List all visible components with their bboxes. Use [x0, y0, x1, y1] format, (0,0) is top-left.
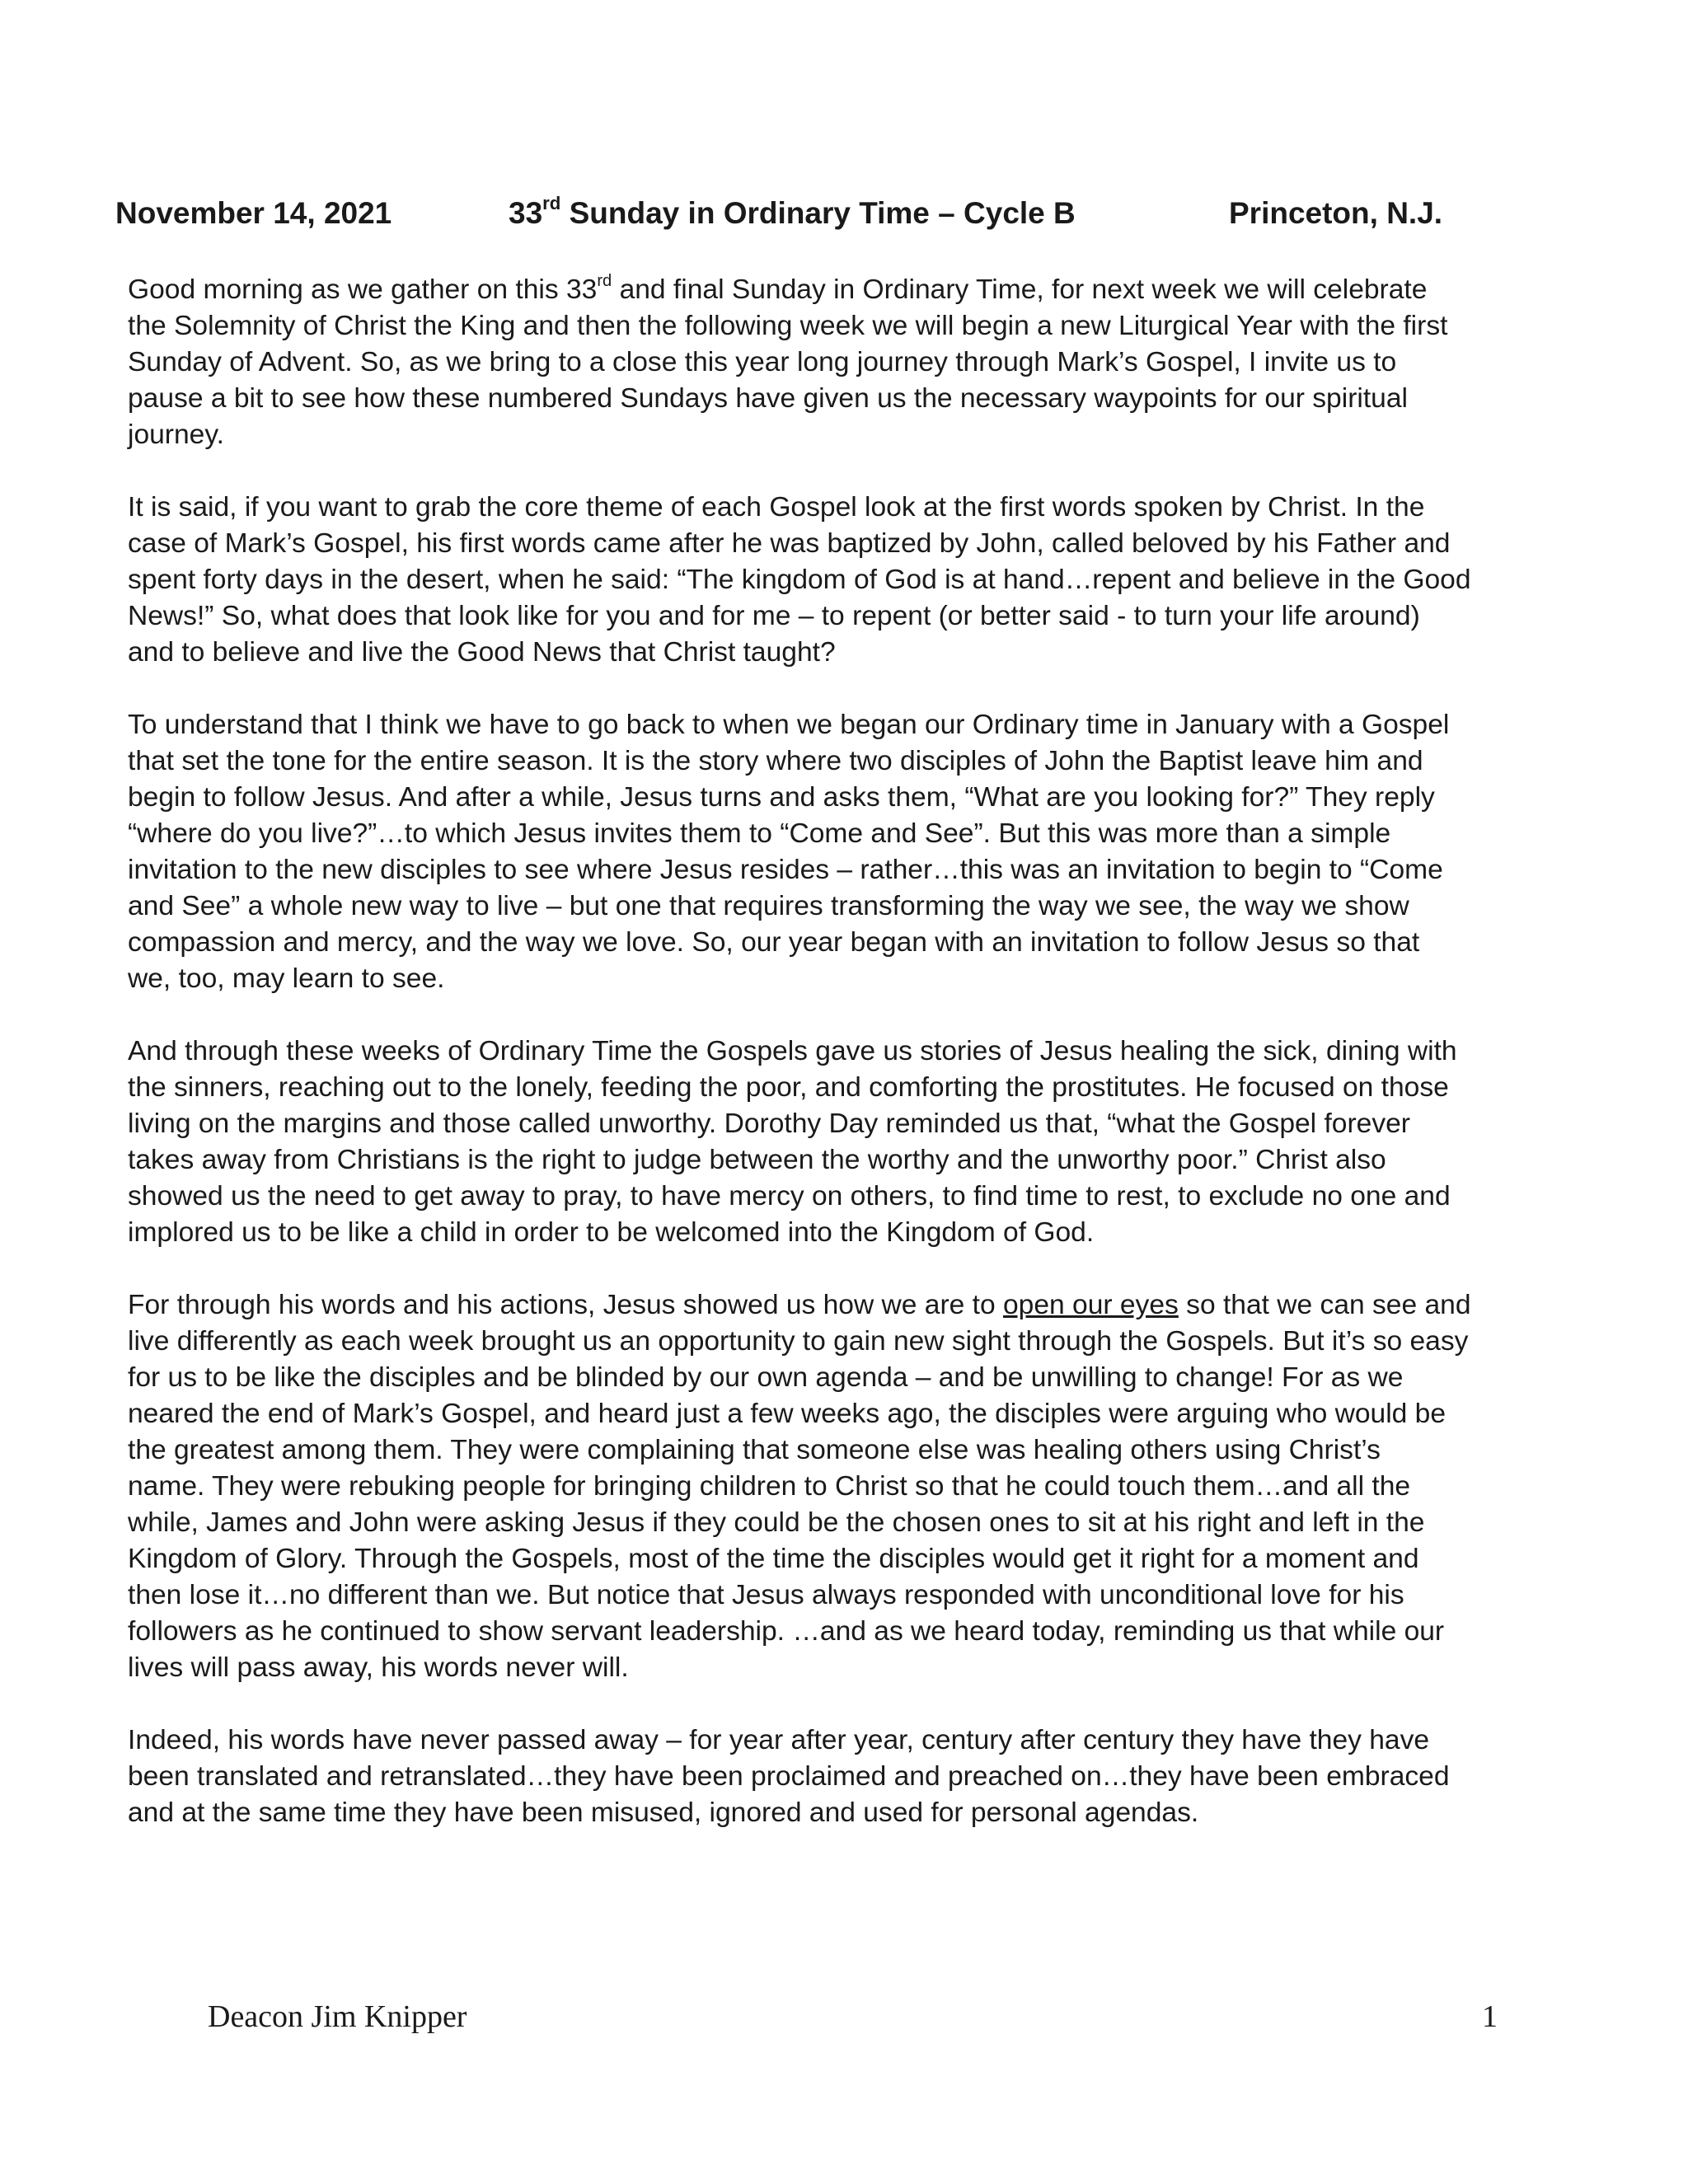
text-segment: so that we can see and	[1178, 1290, 1471, 1320]
text-segment: and final Sunday in Ordinary Time, for next week we will celebrate	[612, 274, 1428, 305]
text-line: To understand that I think we have to go back to when we began our Ordinary time in January with a Gospel	[128, 710, 1450, 740]
text-line: neared the end of Mark’s Gospel, and heard just a few weeks ago, the disciples were arguing who would be	[128, 1399, 1447, 1429]
header-title-text: Sunday in Ordinary Time – Cycle B	[560, 196, 1076, 230]
text-line: name. They were rebuking people for bringing children to Christ so that he could touch them…and all the	[128, 1471, 1411, 1502]
text-line: pause a bit to see how these numbered Sundays have given us the necessary waypoints for our spiritual	[128, 383, 1408, 414]
text-line: the greatest among them. They were complaining that someone else was healing others using Christ’s	[128, 1435, 1381, 1465]
text-line: And through these weeks of Ordinary Time the Gospels gave us stories of Jesus healing the sick, dining with	[128, 1036, 1457, 1066]
page-header	[115, 193, 1484, 237]
text-line: for us to be like the disciples and be blinded by our own agenda – and be unwilling to change! For as we	[128, 1362, 1404, 1393]
text-line	[128, 272, 1537, 308]
paragraph-1	[128, 272, 1537, 453]
text-line: and at the same time they have been misused, ignored and used for personal agendas.	[128, 1797, 1199, 1828]
page-number: 1	[1482, 1999, 1498, 2034]
text-line: Sunday of Advent. So, as we bring to a close this year long journey through Mark’s Gospel, I invite us to	[128, 347, 1397, 377]
text-line: the sinners, reaching out to the lonely, feeding the poor, and comforting the prostitutes. He focused on those	[128, 1072, 1449, 1103]
text-line: we, too, may learn to see.	[128, 963, 445, 994]
text-line: takes away from Christians is the right to judge between the worthy and the unworthy poor.” Christ also	[128, 1145, 1386, 1175]
text-line: begin to follow Jesus. And after a while, Jesus turns and asks them, “What are you looking for?” They reply	[128, 782, 1435, 813]
text-line: spent forty days in the desert, when he said: “The kingdom of God is at hand…repent and believe in the Good	[128, 565, 1471, 595]
text-line: journey.	[128, 419, 224, 450]
paragraph-2	[128, 490, 1537, 671]
header-title-number: 33	[509, 196, 543, 230]
ordinal-suffix: rd	[597, 271, 612, 290]
header-place: Princeton, N.J.	[1229, 196, 1443, 230]
text-line: compassion and mercy, and the way we love. So, our year began with an invitation to follow Jesus so that	[128, 927, 1420, 958]
text-line: invitation to the new disciples to see where Jesus resides – rather…this was an invitation to begin to “Come	[128, 855, 1443, 885]
paragraph-5	[128, 1287, 1537, 1686]
header-title	[509, 193, 1076, 231]
text-line: Kingdom of Glory. Through the Gospels, most of the time the disciples would get it right for a moment and	[128, 1544, 1419, 1574]
header-title-ordinal: rd	[542, 193, 561, 214]
text-line	[128, 1287, 1537, 1324]
text-line: then lose it…no different than we. But notice that Jesus always responded with unconditional love for his	[128, 1580, 1404, 1610]
text-line: that set the tone for the entire season. It is the story where two disciples of John the Baptist leave him and	[128, 746, 1423, 776]
text-line: News!” So, what does that look like for you and for me – to repent (or better said - to turn your life around)	[128, 601, 1420, 631]
text-line: lives will pass away, his words never will.	[128, 1652, 629, 1683]
paragraph-3	[128, 707, 1537, 997]
text-line: It is said, if you want to grab the core theme of each Gospel look at the first words spoken by Christ. In the	[128, 492, 1425, 523]
text-line: implored us to be like a child in order to be welcomed into the Kingdom of God.	[128, 1217, 1095, 1248]
paragraph-6	[128, 1722, 1537, 1831]
underlined-phrase: open our eyes	[1003, 1290, 1179, 1320]
text-line: showed us the need to get away to pray, to have mercy on others, to find time to rest, to exclude no one and	[128, 1181, 1451, 1212]
footer-author: Deacon Jim Knipper	[208, 1999, 467, 2034]
text-line: living on the margins and those called unworthy. Dorothy Day reminded us that, “what the Gospel forever	[128, 1108, 1410, 1139]
homily-body	[128, 272, 1537, 1868]
text-segment: For through his words and his actions, Jesus showed us how we are to	[128, 1290, 1003, 1320]
header-date: November 14, 2021	[115, 196, 392, 230]
text-segment: Good morning as we gather on this 33	[128, 274, 598, 305]
text-line: while, James and John were asking Jesus if they could be the chosen ones to sit at his right and left in the	[128, 1507, 1425, 1538]
text-line: case of Mark’s Gospel, his first words came after he was baptized by John, called beloved by his Father and	[128, 528, 1451, 559]
text-line: been translated and retranslated…they have been proclaimed and preached on…they have been embraced	[128, 1761, 1450, 1792]
text-line: “where do you live?”…to which Jesus invites them to “Come and See”. But this was more than a simple	[128, 818, 1391, 849]
paragraph-4	[128, 1033, 1537, 1251]
text-line: and See” a whole new way to live – but one that requires transforming the way we see, the way we show	[128, 891, 1409, 921]
text-line: followers as he continued to show servant leadership. …and as we heard today, reminding us that while our	[128, 1616, 1445, 1647]
text-line: the Solemnity of Christ the King and then the following week we will begin a new Liturgical Year with the first	[128, 311, 1448, 341]
text-line: Indeed, his words have never passed away – for year after year, century after century they have they have	[128, 1725, 1430, 1755]
text-line: and to believe and live the Good News that Christ taught?	[128, 637, 836, 668]
text-line: live differently as each week brought us an opportunity to gain new sight through the Gospels. But it’s so easy	[128, 1326, 1469, 1357]
